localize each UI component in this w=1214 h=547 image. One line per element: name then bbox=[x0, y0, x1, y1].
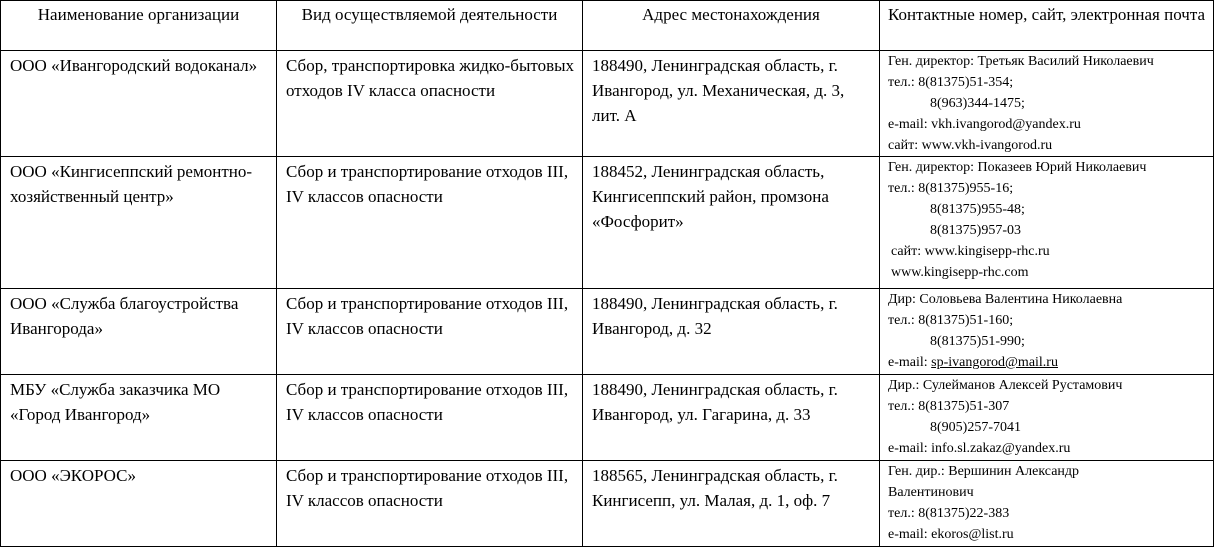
table-row bbox=[1, 157, 1214, 289]
contact-director: Ген. директор: Третьяк Василий Николаевич bbox=[888, 54, 1154, 69]
contact-phone-extra: 8(81375)51-990; bbox=[930, 334, 1025, 349]
contact-director: Ген. дир.: Вершинин Александр bbox=[888, 464, 1080, 479]
contact-email: e-mail: ekoros@list.ru bbox=[888, 527, 1014, 542]
contact-phone: тел.: 8(81375)51-307 bbox=[888, 399, 1010, 414]
contact-phone-extra: 8(905)257-7041 bbox=[930, 420, 1021, 435]
address: 188490, Ленинградская область, г. Ивангород, д. 32 bbox=[583, 289, 880, 375]
address: 188565, Ленинградская область, г. Кингисепп, ул. Малая, д. 1, оф. 7 bbox=[583, 461, 880, 547]
contacts-cell bbox=[880, 375, 1214, 461]
address: 188490, Ленинградская область, г. Ивангород, ул. Гагарина, д. 33 bbox=[583, 375, 880, 461]
activity-type: Сбор и транспортирование отходов III, IV классов опасности bbox=[277, 461, 583, 547]
contact-phone: тел.: 8(81375)51-160; bbox=[888, 313, 1014, 328]
header-activity: Вид осуществляемой деятельности bbox=[277, 1, 583, 51]
contacts-cell bbox=[880, 157, 1214, 289]
contact-director-continued: Валентинович bbox=[888, 485, 974, 500]
contact-director: Ген. директор: Показеев Юрий Николаевич bbox=[888, 160, 1147, 175]
contact-website: сайт: www.kingisepp-rhc.ru bbox=[891, 244, 1050, 259]
contact-email bbox=[888, 352, 1209, 373]
contacts-cell bbox=[880, 51, 1214, 157]
activity-type: Сбор и транспортирование отходов III, IV классов опасности bbox=[277, 375, 583, 461]
activity-type: Сбор, транспортировка жидко-бытовых отходов IV класса опасности bbox=[277, 51, 583, 157]
table-row bbox=[1, 461, 1214, 547]
contact-phone: тел.: 8(81375)22-383 bbox=[888, 506, 1010, 521]
contact-phone: тел.: 8(81375)955-16; bbox=[888, 181, 1014, 196]
activity-type: Сбор и транспортирование отходов III, IV классов опасности bbox=[277, 289, 583, 375]
header-row bbox=[1, 1, 1214, 51]
contact-phone-extra: 8(81375)957-03 bbox=[930, 223, 1021, 238]
table-row bbox=[1, 289, 1214, 375]
organization-name: ООО «Служба благоустройства Ивангорода» bbox=[1, 289, 277, 375]
address: 188490, Ленинградская область, г. Ивангород, ул. Механическая, д. 3, лит. А bbox=[583, 51, 880, 157]
organization-name: МБУ «Служба заказчика МО «Город Ивангород» bbox=[1, 375, 277, 461]
header-contacts: Контактные номер, сайт, электронная почта bbox=[880, 1, 1214, 51]
contacts-cell bbox=[880, 461, 1214, 547]
organization-name: ООО «ЭКОРОС» bbox=[1, 461, 277, 547]
contact-email: e-mail: info.sl.zakaz@yandex.ru bbox=[888, 441, 1071, 456]
contact-phone: тел.: 8(81375)51-354; bbox=[888, 75, 1014, 90]
header-address: Адрес местонахождения bbox=[583, 1, 880, 51]
contact-website: сайт: www.vkh-ivangorod.ru bbox=[888, 138, 1053, 153]
organization-name: ООО «Кингисеппский ремонтно-хозяйственный центр» bbox=[1, 157, 277, 289]
table-row bbox=[1, 375, 1214, 461]
contact-phone-extra: 8(81375)955-48; bbox=[930, 202, 1025, 217]
header-organization: Наименование организации bbox=[1, 1, 277, 51]
organization-name: ООО «Ивангородский водоканал» bbox=[1, 51, 277, 157]
table-row bbox=[1, 51, 1214, 157]
contact-director: Дир.: Сулейманов Алексей Рустамович bbox=[888, 378, 1123, 393]
contact-email-label: e-mail: bbox=[888, 355, 932, 370]
contacts-cell bbox=[880, 289, 1214, 375]
contact-website-extra: www.kingisepp-rhc.com bbox=[891, 265, 1029, 280]
email-link[interactable]: sp-ivangorod@mail.ru bbox=[931, 355, 1058, 370]
contact-director: Дир: Соловьева Валентина Николаевна bbox=[888, 292, 1123, 307]
contact-phone-extra: 8(963)344-1475; bbox=[930, 96, 1025, 111]
address: 188452, Ленинградская область, Кингисеппский район, промзона «Фосфорит» bbox=[583, 157, 880, 289]
activity-type: Сбор и транспортирование отходов III, IV классов опасности bbox=[277, 157, 583, 289]
contact-email: e-mail: vkh.ivangorod@yandex.ru bbox=[888, 117, 1081, 132]
